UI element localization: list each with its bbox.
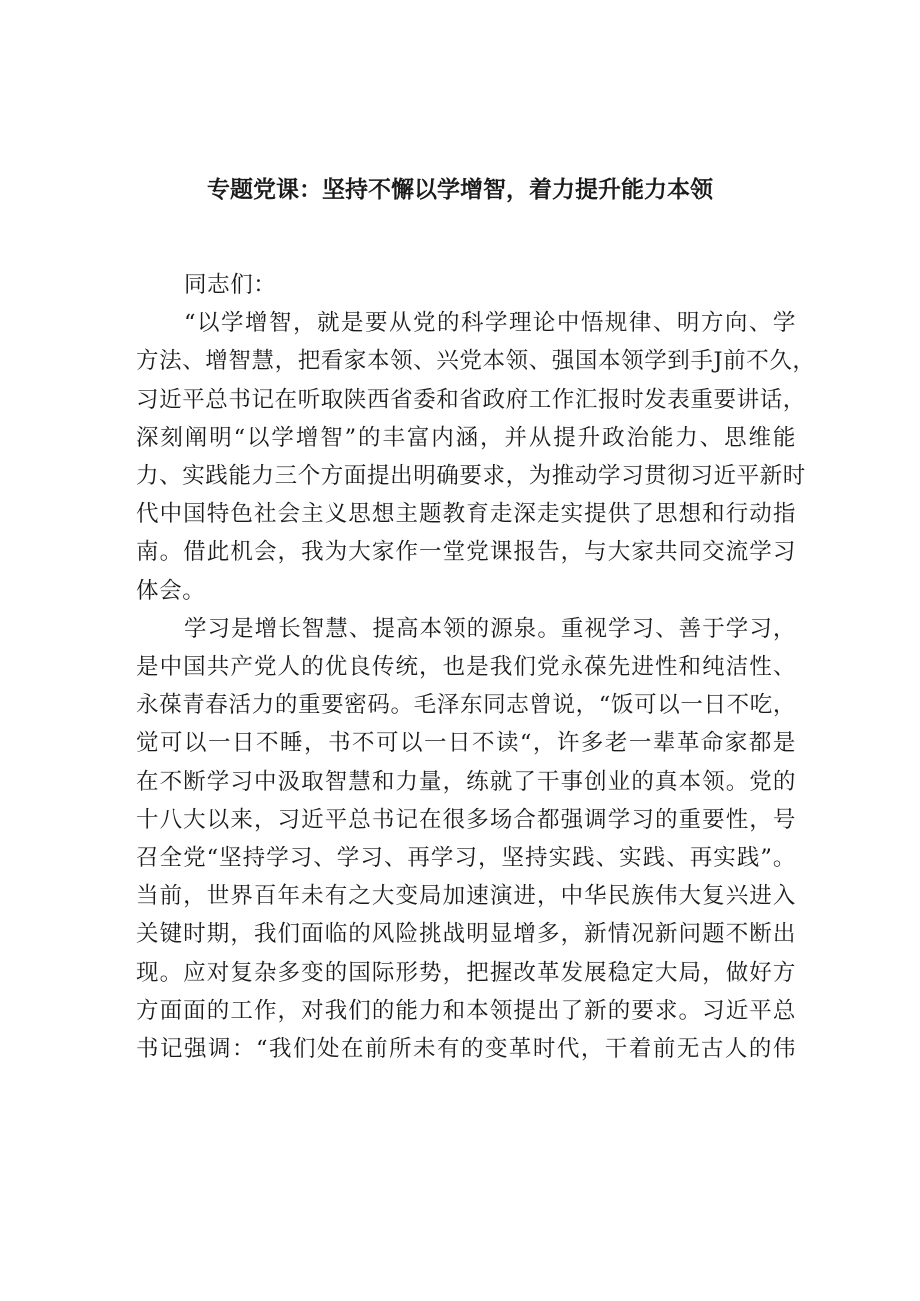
paragraph-line: 十八大以来，习近平总书记在很多场合都强调学习的重要性，号	[136, 806, 796, 833]
paragraph-line: 召全党“坚持学习、学习、再学习，坚持实践、实践、再实践”。	[136, 845, 796, 872]
paragraph-line: 方面面的工作，对我们的能力和本领提出了新的要求。习近平总	[136, 997, 796, 1024]
paragraph-line: 代中国特色社会主义思想主题教育走深走实提供了思想和行动指	[136, 501, 796, 528]
paragraph-1	[136, 304, 816, 610]
paragraph-line: 南。借此机会，我为大家作一堂党课报告，与大家共同交流学习	[136, 539, 796, 566]
salutation: 同志们：	[184, 272, 277, 298]
document-title: 专题党课：坚持不懈以学增智，着力提升能力本领	[207, 177, 713, 203]
paragraph-line: 在不断学习中汲取智慧和力量，练就了干事创业的真本领。党的	[136, 768, 796, 795]
paragraph-line: 体会。	[136, 577, 206, 604]
paragraph-2	[136, 610, 796, 1068]
paragraph-line: 是中国共产党人的优良传统，也是我们党永葆先进性和纯洁性、	[136, 654, 796, 681]
paragraph-line: “以学增智，就是要从党的科学理论中悟规律、明方向、学	[184, 310, 796, 337]
paragraph-line: 方法、增智慧，把看家本领、兴党本领、强国本领学到手J前不久，	[136, 348, 816, 375]
paragraph-line: 觉可以一日不睡，书不可以一日不读“，许多老一辈革命家都是	[136, 730, 796, 757]
paragraph-line: 学习是增长智慧、提高本领的源泉。重视学习、善于学习，	[184, 615, 796, 642]
paragraph-line: 当前，世界百年未有之大变局加速演进，中华民族伟大复兴进入	[136, 883, 796, 910]
paragraph-line: 习近平总书记在听取陕西省委和省政府工作汇报时发表重要讲话，	[136, 386, 806, 413]
paragraph-line: 永葆青春活力的重要密码。毛泽东同志曾说，“饭可以一日不吃，	[136, 692, 796, 719]
paragraph-line: 力、实践能力三个方面提出明确要求，为推动学习贯彻习近平新时	[136, 463, 806, 490]
paragraph-line: 书记强调：“我们处在前所未有的变革时代，干着前无古人的伟	[136, 1036, 796, 1063]
paragraph-line: 深刻阐明“以学增智”的丰富内涵，并从提升政治能力、思维能	[136, 424, 796, 451]
paragraph-line: 现。应对复杂多变的国际形势，把握改革发展稳定大局，做好方	[136, 959, 796, 986]
paragraph-line: 关键时期，我们面临的风险挑战明显增多，新情况新问题不断出	[136, 921, 796, 948]
document-body	[136, 266, 816, 1068]
